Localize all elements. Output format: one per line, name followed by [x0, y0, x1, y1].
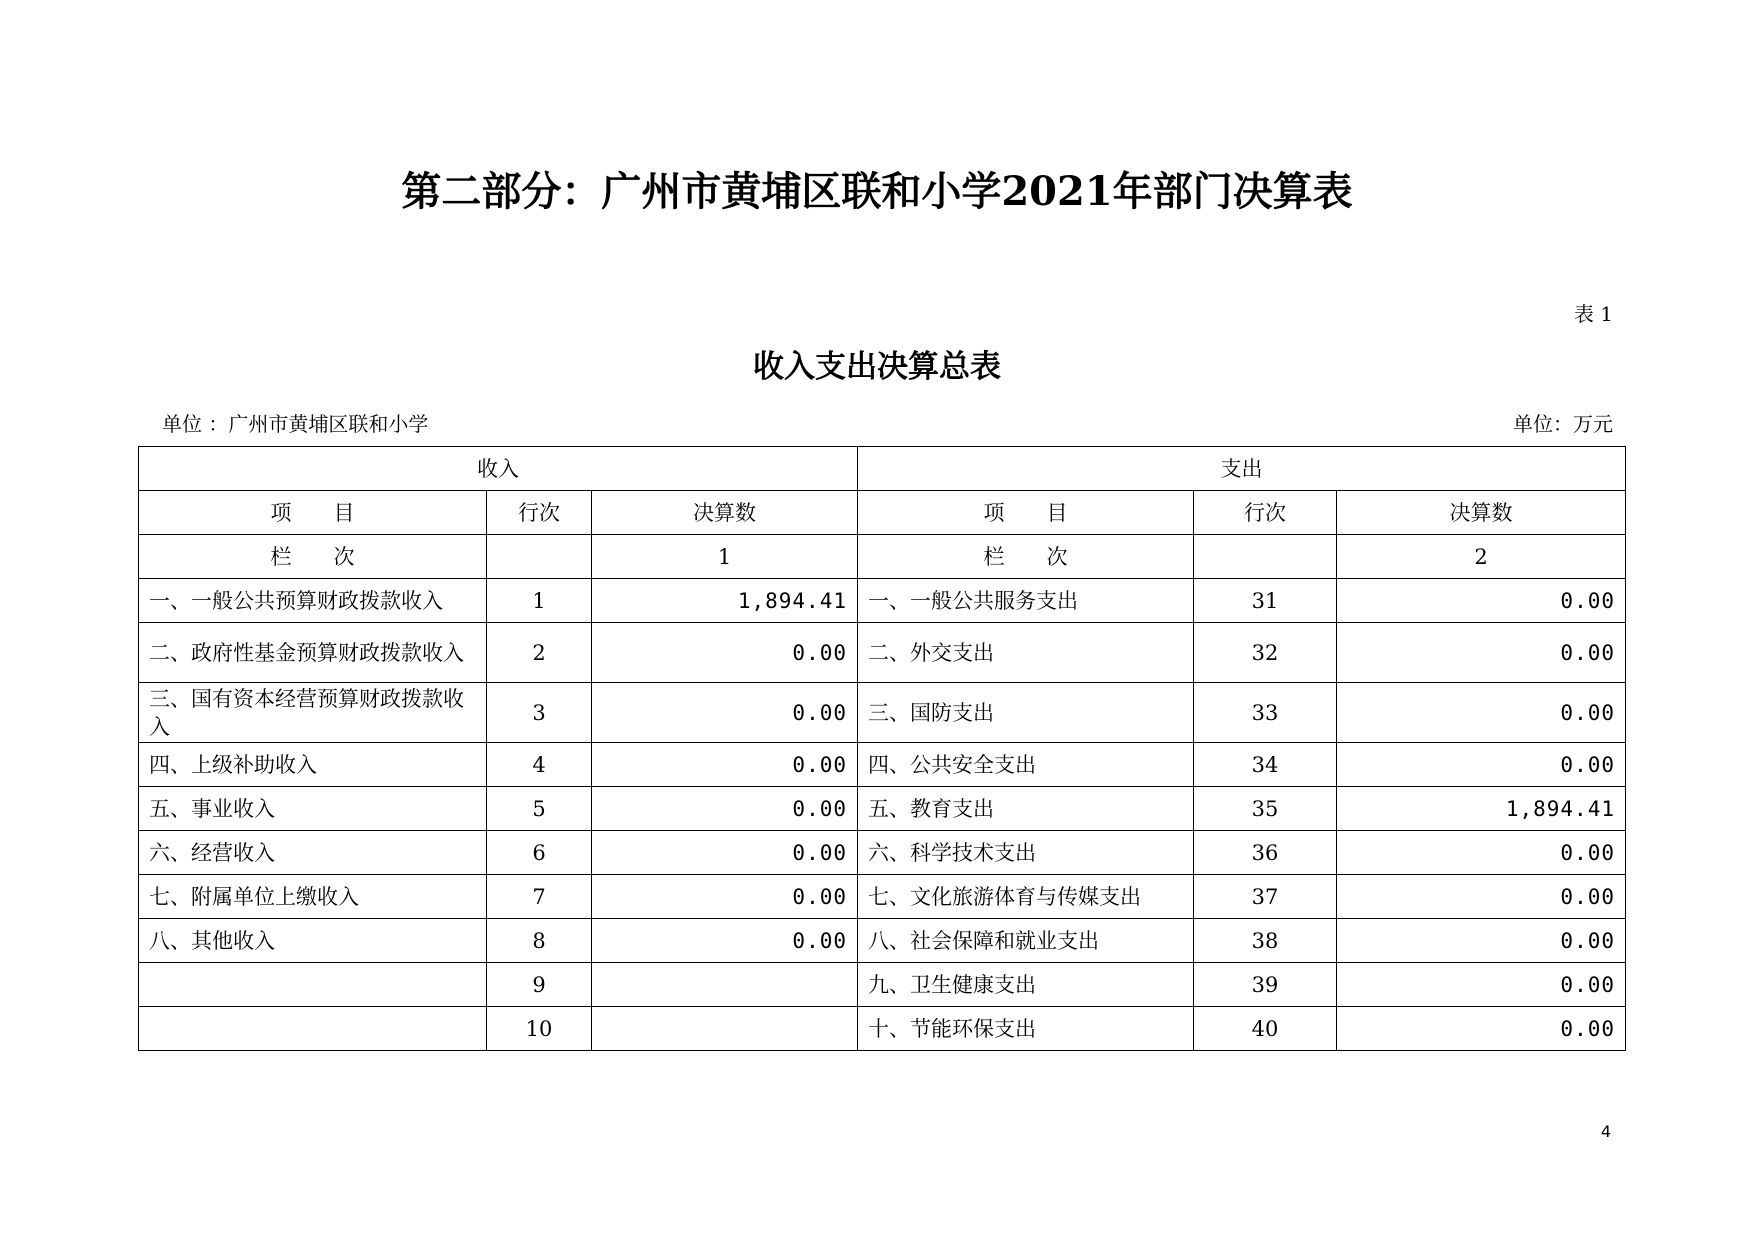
- unit-organization: 单位 ：广州市黄埔区联和小学: [162, 412, 429, 436]
- income-amount-cell: 0.00: [592, 919, 858, 963]
- income-item-cell: 六、经营收入: [139, 831, 487, 875]
- document-title: 第二部分：广州市黄埔区联和小学2021年部门决算表: [401, 168, 1353, 215]
- expense-line-cell: 37: [1194, 875, 1337, 919]
- expense-item-cell: 十、节能环保支出: [858, 1007, 1194, 1051]
- expense-line-cell: 33: [1194, 683, 1337, 743]
- expense-line-cell: 31: [1194, 579, 1337, 623]
- income-amount-cell: [592, 963, 858, 1007]
- income-line-cell: 4: [487, 743, 592, 787]
- table-row: [139, 623, 1626, 683]
- page-number: 4: [1600, 1122, 1611, 1141]
- income-line-cell: 7: [487, 875, 592, 919]
- expense-item-cell: 九、卫生健康支出: [858, 963, 1194, 1007]
- expense-amount-cell: 0.00: [1337, 919, 1626, 963]
- expense-amount-cell: 0.00: [1337, 1007, 1626, 1051]
- expense-section-header: 支出: [858, 447, 1626, 491]
- income-amount-cell: 0.00: [592, 623, 858, 683]
- income-amount-cell: 0.00: [592, 743, 858, 787]
- header-row-columns: [139, 491, 1626, 535]
- unit-currency: 单位：万元: [1513, 412, 1613, 436]
- expense-amount-cell: 0.00: [1337, 831, 1626, 875]
- income-item-cell: 一、一般公共预算财政拨款收入: [139, 579, 487, 623]
- expense-item-cell: 一、一般公共服务支出: [858, 579, 1194, 623]
- income-lanci-label: 栏 次: [139, 535, 487, 579]
- table-row: [139, 919, 1626, 963]
- income-item-cell: [139, 1007, 487, 1051]
- income-line-cell: 10: [487, 1007, 592, 1051]
- table-row: [139, 743, 1626, 787]
- expense-amount-cell: 0.00: [1337, 579, 1626, 623]
- expense-item-cell: 三、国防支出: [858, 683, 1194, 743]
- income-item-cell: 七、附属单位上缴收入: [139, 875, 487, 919]
- income-amount-cell: 0.00: [592, 831, 858, 875]
- income-item-cell: 八、其他收入: [139, 919, 487, 963]
- income-lanci-number: 1: [592, 535, 858, 579]
- income-amount-header: 决算数: [592, 491, 858, 535]
- income-section-header: 收入: [139, 447, 858, 491]
- table-row: [139, 787, 1626, 831]
- header-row-sections: [139, 447, 1626, 491]
- expense-line-cell: 34: [1194, 743, 1337, 787]
- income-item-cell: 四、上级补助收入: [139, 743, 487, 787]
- income-line-cell: 9: [487, 963, 592, 1007]
- income-item-cell: 二、政府性基金预算财政拨款收入: [139, 623, 487, 683]
- expense-item-cell: 二、外交支出: [858, 623, 1194, 683]
- expense-line-cell: 39: [1194, 963, 1337, 1007]
- income-expense-table: [138, 446, 1626, 1051]
- income-line-cell: 3: [487, 683, 592, 743]
- expense-line-cell: 38: [1194, 919, 1337, 963]
- income-line-cell: 8: [487, 919, 592, 963]
- expense-line-cell: 32: [1194, 623, 1337, 683]
- income-line-cell: 1: [487, 579, 592, 623]
- expense-amount-cell: 0.00: [1337, 623, 1626, 683]
- income-amount-cell: 0.00: [592, 875, 858, 919]
- table-row: [139, 683, 1626, 743]
- table-row: [139, 1007, 1626, 1051]
- expense-item-header: 项 目: [858, 491, 1194, 535]
- expense-item-cell: 四、公共安全支出: [858, 743, 1194, 787]
- table-title: 收入支出决算总表: [753, 349, 1001, 385]
- expense-line-cell: 40: [1194, 1007, 1337, 1051]
- expense-lanci-number: 2: [1337, 535, 1626, 579]
- expense-amount-header: 决算数: [1337, 491, 1626, 535]
- income-line-header: 行次: [487, 491, 592, 535]
- table-row: [139, 831, 1626, 875]
- expense-lanci-empty: [1194, 535, 1337, 579]
- expense-line-header: 行次: [1194, 491, 1337, 535]
- header-row-lanci: [139, 535, 1626, 579]
- income-amount-cell: 0.00: [592, 787, 858, 831]
- table-number: 表 1: [1573, 302, 1613, 326]
- income-amount-cell: 0.00: [592, 683, 858, 743]
- income-item-cell: [139, 963, 487, 1007]
- expense-amount-cell: 0.00: [1337, 683, 1626, 743]
- expense-item-cell: 六、科学技术支出: [858, 831, 1194, 875]
- expense-amount-cell: 0.00: [1337, 963, 1626, 1007]
- income-line-cell: 5: [487, 787, 592, 831]
- expense-item-cell: 八、社会保障和就业支出: [858, 919, 1194, 963]
- table-row: [139, 579, 1626, 623]
- income-amount-cell: 1,894.41: [592, 579, 858, 623]
- expense-item-cell: 七、文化旅游体育与传媒支出: [858, 875, 1194, 919]
- expense-line-cell: 36: [1194, 831, 1337, 875]
- expense-line-cell: 35: [1194, 787, 1337, 831]
- expense-amount-cell: 1,894.41: [1337, 787, 1626, 831]
- income-item-header: 项 目: [139, 491, 487, 535]
- income-item-cell: 三、国有资本经营预算财政拨款收入: [139, 683, 487, 743]
- expense-lanci-label: 栏 次: [858, 535, 1194, 579]
- income-lanci-empty: [487, 535, 592, 579]
- income-line-cell: 6: [487, 831, 592, 875]
- income-line-cell: 2: [487, 623, 592, 683]
- income-item-cell: 五、事业收入: [139, 787, 487, 831]
- table-row: [139, 875, 1626, 919]
- expense-amount-cell: 0.00: [1337, 743, 1626, 787]
- expense-amount-cell: 0.00: [1337, 875, 1626, 919]
- income-amount-cell: [592, 1007, 858, 1051]
- table-row: [139, 963, 1626, 1007]
- expense-item-cell: 五、教育支出: [858, 787, 1194, 831]
